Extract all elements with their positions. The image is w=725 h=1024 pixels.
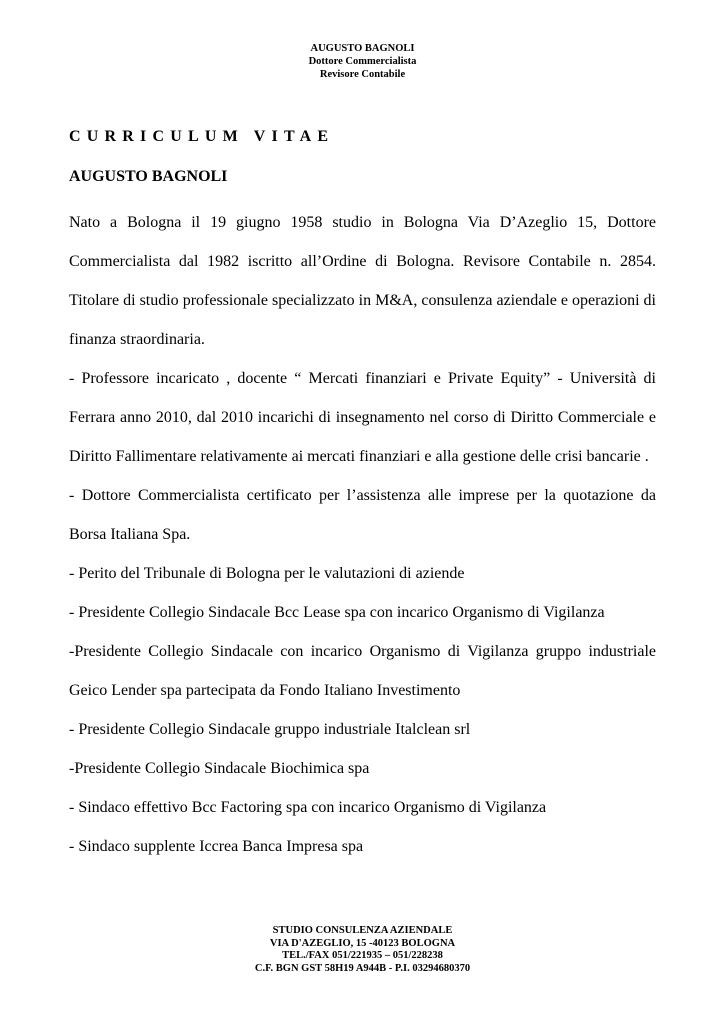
letterhead-profession: Dottore Commercialista	[308, 56, 417, 67]
document-body	[69, 203, 656, 866]
paragraph-italclean: - Presidente Collegio Sindacale gruppo industriale Italclean srl	[69, 721, 471, 738]
letterhead-name: AUGUSTO BAGNOLI	[310, 43, 415, 54]
paragraph-bcc-factoring: - Sindaco effettivo Bcc Factoring spa con incarico Organismo di Vigilanza	[69, 799, 547, 816]
letterhead-qualification: Revisore Contabile	[319, 69, 406, 80]
footer-studio-name: STUDIO CONSULENZA AZIENDALE	[272, 925, 453, 936]
letterhead	[0, 42, 725, 81]
paragraph-intro: Nato a Bologna il 19 giugno 1958 studio in Bologna Via D’Azeglio 15, Dottore Commercialista dal 1982 iscritto all’Ordine di Bologna. Revisore Contabile n. 2854. Titolare di studio professionale specializzato in M&A, consulenza aziendale e operazioni di finanza straordinaria.	[69, 214, 656, 348]
paragraph-iccrea: - Sindaco supplente Iccrea Banca Impresa spa	[69, 838, 364, 855]
footer-address: VIA D'AZEGLIO, 15 -40123 BOLOGNA	[269, 937, 456, 949]
paragraph-geico-lender: -Presidente Collegio Sindacale con incarico Organismo di Vigilanza gruppo industriale Geico Lender spa partecipata da Fondo Italiano Investimento	[69, 643, 656, 699]
paragraph-court-expert: - Perito del Tribunale di Bologna per le valutazioni di aziende	[69, 565, 465, 582]
footer-address-block	[0, 925, 725, 975]
person-name-heading: AUGUSTO BAGNOLI	[69, 168, 228, 185]
paragraph-biochimica: -Presidente Collegio Sindacale Biochimica spa	[69, 760, 370, 777]
paragraph-teaching: - Professore incaricato , docente “ Mercati finanziari e Private Equity” - Università di Ferrara anno 2010, dal 2010 incarichi di insegnamento nel corso di Diritto Commerciale e Diritto Fallimentare relativamente ai mercati finanziari e alla gestione delle crisi bancarie .	[69, 370, 656, 465]
footer-phone: TEL./FAX 051/221935 – 051/228238	[282, 950, 443, 961]
document-title: CURRICULUM VITAE	[69, 128, 335, 145]
footer-tax-codes: C.F. BGN GST 58H19 A944B - P.I. 03294680370	[254, 962, 471, 974]
paragraph-certification: - Dottore Commercialista certificato per l’assistenza alle imprese per la quotazione da Borsa Italiana Spa.	[69, 487, 656, 543]
paragraph-bcc-lease: - Presidente Collegio Sindacale Bcc Lease spa con incarico Organismo di Vigilanza	[69, 604, 605, 621]
